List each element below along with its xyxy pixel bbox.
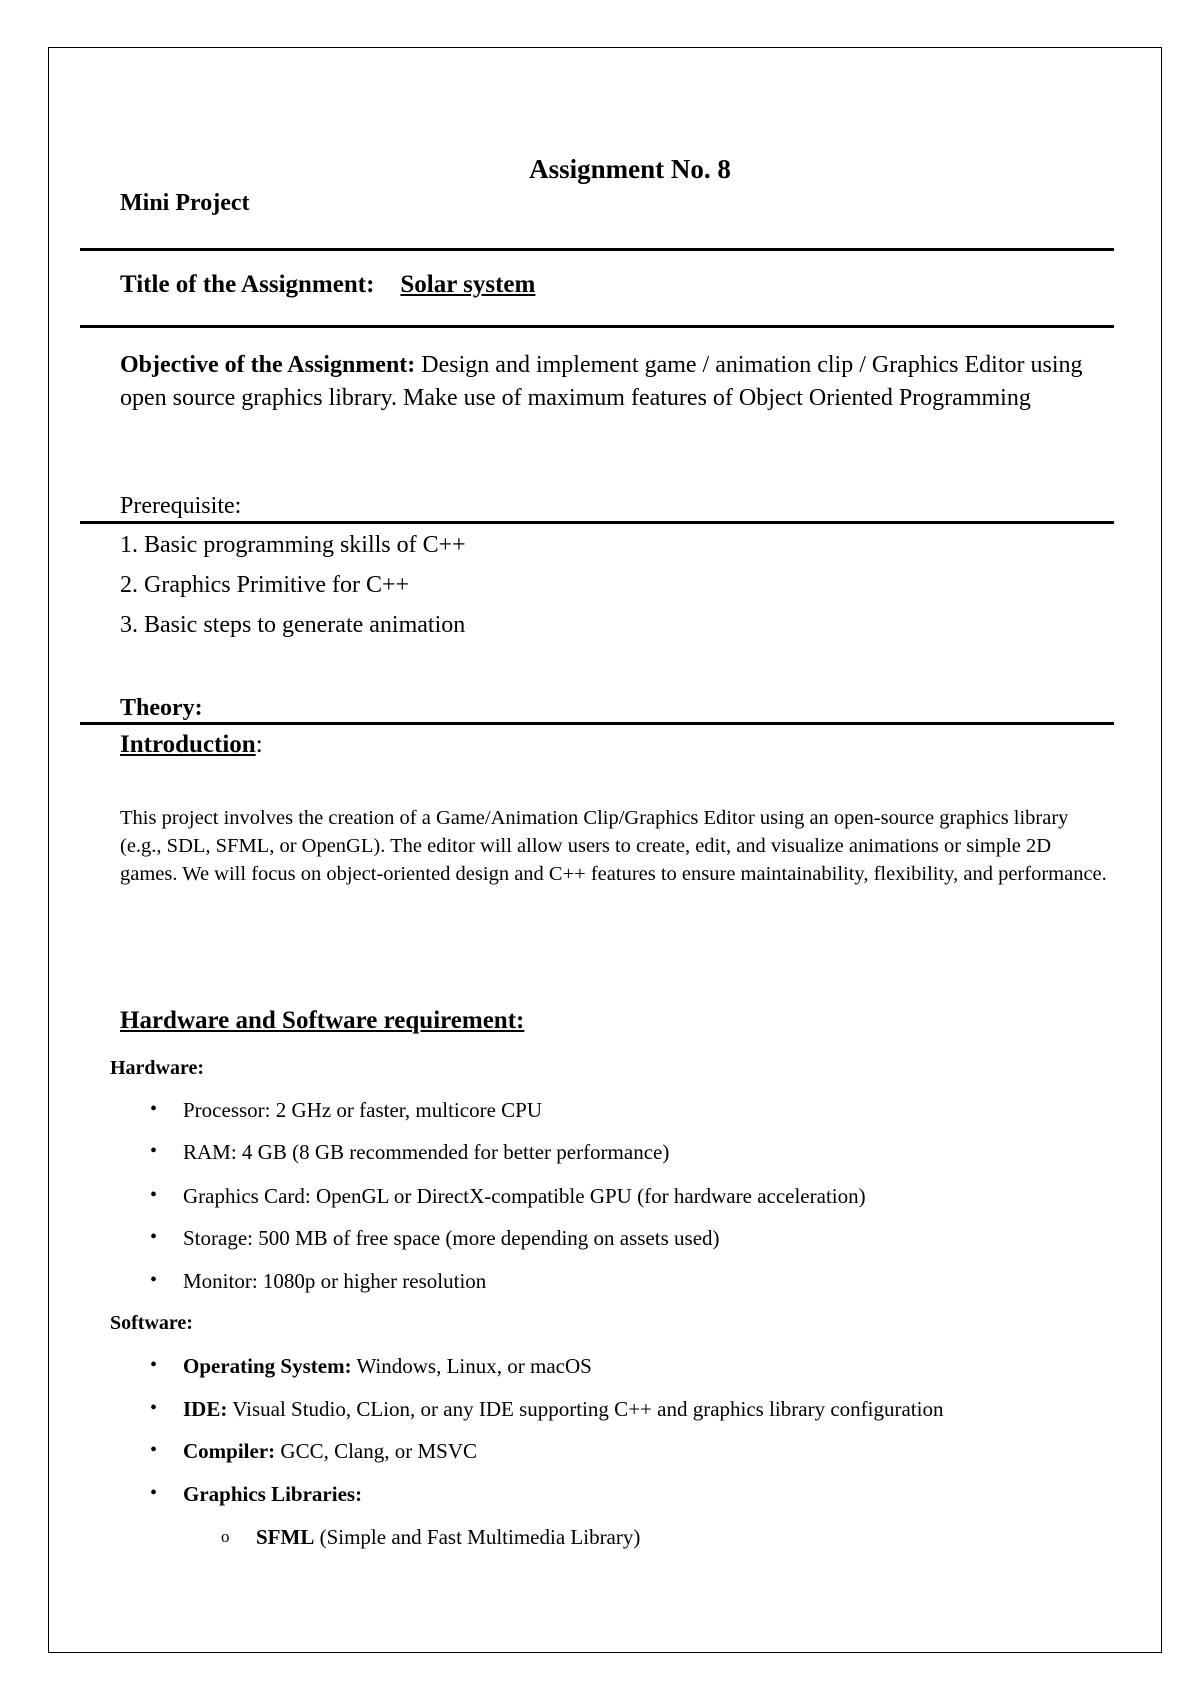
bullet-icon: •	[150, 1482, 158, 1504]
introduction-heading	[120, 731, 263, 759]
introduction-paragraph: This project involves the creation of a Game/Animation Clip/Graphics Editor using an open-source graphics library (e.g., SDL, SFML, or OpenGL). The editor will allow users to create, edit, and visualize animations or simple 2D games. We will focus on object-oriented design and C++ features to ensure maintainability, flexibility, and performance.	[120, 807, 1107, 885]
title-value: Solar system	[400, 271, 536, 298]
objective-text: Design and implement game / animation clip / Graphics Editor using open source graphics library. Make use of maximum features of Object Oriented Programming	[120, 352, 1083, 411]
bullet-icon: •	[150, 1269, 158, 1291]
divider	[80, 521, 1114, 524]
bullet-icon: •	[150, 1184, 158, 1206]
objective-paragraph	[120, 349, 1110, 415]
subtitle: Mini Project	[120, 190, 250, 216]
document-page: Assignment No. 8 Mini Project Title of the Assignment: Solar system Objective of the Assignment: Design and implement game / animation clip / Graphics Editor using open source graphics library. Make use of maximum features of Object Oriented Programming Prerequisite: 1. Basic programming skills of C++ 2. Graphics Primitive for C++ 3. Basic steps to generate animation Theory: Introduction: This project involves the creation of a Game/Animation Clip/Graphics Editor using an open-source graphics library (e.g., SDL, SFML, or OpenGL). The editor will allow users to create, edit, and visualize animations or simple 2D games. We will focus on object-oriented design and C++ features to ensure maintainability, flexibility, and performance. Hardware and Software requirement: Hardware: • Processor: 2 GHz or faster, multicore CPU • RAM: 4 GB (8 GB recommended for better performance) • Graphics Card: OpenGL or DirectX-compatible GPU (for hardware acceleration) • Storage: 500 MB of free space (more depending on assets used) • Monitor: 1080p or higher resolution Software: • Operating System: Windows, Linux, or macOS • IDE: Visual Studio, CLion, or any IDE supporting C++ and graphics library configuration • Compiler: GCC, Clang, or MSVC • Graphics Libraries: o SFML (Simple and Fast Multimedia Library)	[0, 0, 1200, 1694]
software-heading: Software:	[110, 1312, 193, 1334]
bullet-icon: •	[150, 1140, 158, 1162]
objective-label: Objective of the Assignment:	[120, 352, 416, 378]
bullet-icon: •	[150, 1354, 158, 1376]
divider	[80, 248, 1114, 251]
prerequisite-heading: Prerequisite:	[120, 493, 242, 519]
circle-bullet-icon: o	[221, 1527, 230, 1546]
bullet-icon: •	[150, 1098, 158, 1120]
hardware-heading: Hardware:	[110, 1057, 205, 1079]
bullet-icon: •	[150, 1226, 158, 1248]
prerequisite-item: 2. Graphics Primitive for C++	[120, 572, 410, 598]
divider	[80, 325, 1114, 328]
theory-heading: Theory:	[120, 695, 203, 721]
introduction-colon: :	[255, 731, 263, 758]
title-label: Title of the Assignment:	[120, 271, 375, 298]
assignment-heading: Assignment No. 8	[529, 154, 731, 184]
assignment-title	[120, 271, 535, 299]
divider	[80, 722, 1114, 725]
prerequisite-item: 3. Basic steps to generate animation	[120, 612, 466, 638]
bullet-icon: •	[150, 1439, 158, 1461]
bullet-icon: •	[150, 1397, 158, 1419]
introduction-label: Introduction	[120, 731, 256, 758]
requirements-heading: Hardware and Software requirement:	[120, 1007, 525, 1034]
prerequisite-item: 1. Basic programming skills of C++	[120, 532, 466, 558]
